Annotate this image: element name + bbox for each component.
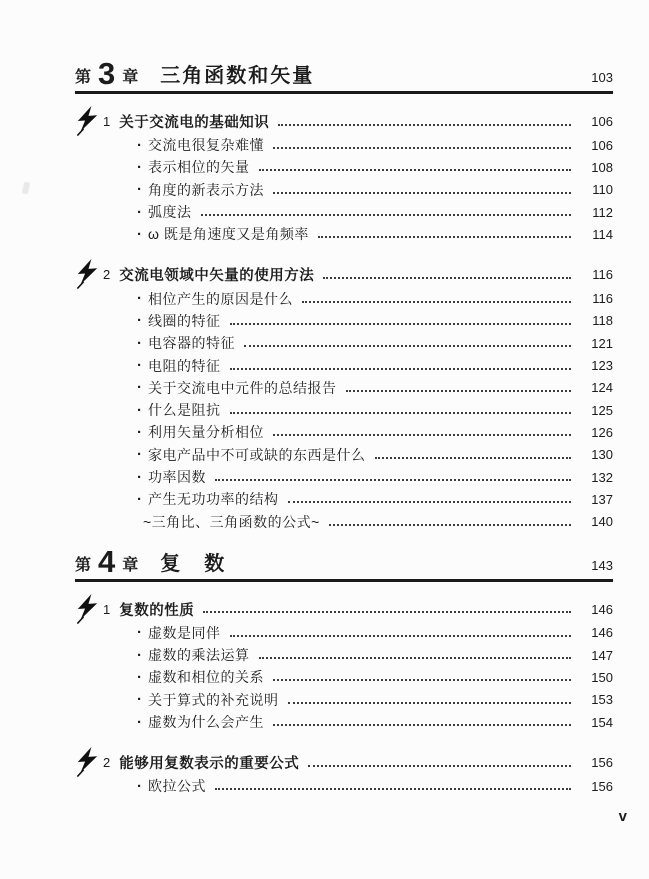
chapter-number: 3 bbox=[98, 56, 116, 91]
lightning-bolt-icon bbox=[76, 259, 100, 290]
item-label: 交流电很复杂难懂 bbox=[148, 137, 264, 154]
chapter-suffix: 章 bbox=[122, 556, 139, 574]
dotted-leader bbox=[273, 724, 571, 726]
item-label: 虚数的乘法运算 bbox=[148, 647, 250, 664]
dotted-leader bbox=[259, 657, 572, 659]
chapter-title: 复 数 bbox=[160, 552, 227, 575]
item-label: 欧拉公式 bbox=[148, 778, 206, 795]
item-bullet: · bbox=[137, 357, 142, 375]
page-number: 112 bbox=[592, 204, 613, 220]
dotted-leader bbox=[302, 301, 571, 303]
dotted-leader bbox=[230, 412, 572, 414]
item-bullet: · bbox=[137, 668, 142, 686]
item-label: 利用矢量分析相位 bbox=[148, 424, 264, 441]
item-bullet: · bbox=[137, 646, 142, 664]
section-number: 1 bbox=[103, 114, 111, 129]
page-number: 154 bbox=[591, 714, 613, 730]
page-number: 116 bbox=[592, 267, 613, 283]
page-number: 156 bbox=[591, 755, 613, 771]
page-number: 123 bbox=[591, 358, 613, 374]
dotted-leader bbox=[273, 679, 571, 681]
chapter-prefix: 第 bbox=[75, 556, 92, 574]
item-label: 关于算式的补充说明 bbox=[148, 691, 279, 708]
dotted-leader bbox=[230, 368, 572, 370]
dotted-leader bbox=[259, 169, 572, 171]
toc-item bbox=[103, 689, 613, 711]
item-label: 虚数为什么会产生 bbox=[148, 714, 264, 731]
section-title: 复数的性质 bbox=[119, 602, 195, 619]
chapter-prefix: 第 bbox=[75, 69, 92, 86]
toc-item bbox=[103, 444, 613, 466]
dotted-leader bbox=[288, 501, 572, 503]
dotted-leader bbox=[230, 635, 572, 637]
chapter-suffix: 章 bbox=[122, 69, 139, 86]
page-number: 126 bbox=[591, 424, 613, 440]
toc-item bbox=[103, 666, 613, 688]
page-number: 106 bbox=[591, 137, 613, 153]
item-label: ~三角比、三角函数的公式~ bbox=[143, 513, 320, 530]
item-bullet: · bbox=[137, 379, 142, 397]
toc-item bbox=[103, 510, 613, 532]
toc-item bbox=[103, 775, 613, 797]
section-number: 1 bbox=[103, 601, 111, 617]
dotted-leader bbox=[215, 788, 571, 790]
lightning-bolt-icon bbox=[76, 747, 100, 778]
page-number: 110 bbox=[592, 182, 613, 198]
item-bullet: · bbox=[137, 181, 142, 199]
item-bullet: · bbox=[137, 225, 142, 243]
chapter-4-sections bbox=[75, 597, 613, 798]
toc-item bbox=[103, 421, 613, 443]
page-number: 114 bbox=[592, 226, 613, 242]
page-number: 153 bbox=[591, 692, 613, 708]
dotted-leader bbox=[288, 702, 572, 704]
item-bullet: · bbox=[137, 401, 142, 419]
item-bullet: · bbox=[137, 158, 142, 176]
toc-item bbox=[103, 354, 613, 376]
section-title: 能够用复数表示的重要公式 bbox=[119, 756, 300, 773]
item-bullet: · bbox=[137, 203, 142, 221]
toc-item bbox=[103, 711, 613, 733]
toc-item bbox=[103, 332, 613, 354]
page-number: 137 bbox=[591, 491, 613, 507]
dotted-leader bbox=[329, 524, 571, 526]
dotted-leader bbox=[278, 124, 571, 126]
item-label: 相位产生的原因是什么 bbox=[148, 290, 293, 307]
item-bullet: · bbox=[137, 624, 142, 642]
item-label: 关于交流电中元件的总结报告 bbox=[148, 379, 337, 396]
item-label: 角度的新表示方法 bbox=[148, 181, 264, 198]
toc-item bbox=[103, 644, 613, 666]
item-bullet: · bbox=[137, 446, 142, 464]
item-bullet: · bbox=[137, 136, 142, 154]
page-number: 118 bbox=[592, 313, 613, 329]
chapter-page-number: 143 bbox=[591, 557, 613, 573]
folio-page-number: v bbox=[618, 808, 627, 825]
chapter-page-number: 103 bbox=[591, 70, 613, 85]
dotted-leader bbox=[318, 236, 571, 238]
page-number: 132 bbox=[591, 469, 613, 485]
item-label: 产生无功功率的结构 bbox=[148, 491, 279, 508]
toc-item bbox=[103, 179, 613, 201]
page-number: 140 bbox=[591, 514, 613, 530]
page-number: 124 bbox=[591, 380, 613, 396]
item-label: 功率因数 bbox=[148, 469, 206, 485]
page-number: 125 bbox=[591, 402, 613, 418]
toc-item bbox=[103, 156, 613, 178]
section-heading bbox=[103, 750, 613, 775]
dotted-leader bbox=[346, 390, 572, 392]
chapter-title: 三角函数和矢量 bbox=[160, 65, 315, 87]
item-label: 电容器的特征 bbox=[148, 335, 235, 352]
dotted-leader bbox=[308, 765, 571, 767]
item-label: 什么是阻抗 bbox=[148, 402, 221, 419]
page-number: 121 bbox=[591, 335, 613, 351]
page-number: 147 bbox=[591, 647, 613, 663]
item-bullet: · bbox=[137, 490, 142, 508]
dotted-leader bbox=[203, 611, 571, 613]
item-label: ω 既是角速度又是角频率 bbox=[148, 226, 309, 243]
chapter-4-header bbox=[75, 543, 613, 582]
section-heading bbox=[103, 109, 613, 134]
page-number: 106 bbox=[591, 114, 613, 129]
dotted-leader bbox=[273, 147, 571, 149]
dotted-leader bbox=[230, 323, 572, 325]
dotted-leader bbox=[323, 277, 571, 279]
dotted-leader bbox=[273, 192, 571, 194]
lightning-bolt-icon bbox=[76, 106, 100, 137]
toc-item bbox=[103, 466, 613, 488]
page-number: 130 bbox=[591, 447, 613, 463]
lightning-bolt-icon bbox=[76, 594, 100, 625]
page-number: 116 bbox=[592, 291, 613, 307]
section-title: 交流电领域中矢量的使用方法 bbox=[119, 268, 315, 285]
dotted-leader bbox=[215, 479, 571, 481]
item-label: 线圈的特征 bbox=[148, 312, 221, 329]
chapter-number: 4 bbox=[98, 543, 116, 579]
toc-item bbox=[103, 377, 613, 399]
item-label: 家电产品中不可或缺的东西是什么 bbox=[148, 446, 366, 463]
section-number: 2 bbox=[103, 755, 111, 771]
item-label: 弧度法 bbox=[148, 204, 192, 221]
item-bullet: · bbox=[137, 312, 142, 330]
section-heading bbox=[103, 262, 613, 287]
toc-item bbox=[103, 310, 613, 332]
section-heading bbox=[103, 597, 613, 622]
section-number: 2 bbox=[103, 267, 111, 283]
page-number: 146 bbox=[591, 601, 613, 617]
dotted-leader bbox=[375, 457, 572, 459]
item-bullet: · bbox=[137, 468, 142, 486]
item-label: 表示相位的矢量 bbox=[148, 159, 250, 176]
dotted-leader bbox=[244, 345, 571, 347]
toc-item bbox=[103, 134, 613, 156]
toc-content bbox=[75, 58, 613, 798]
dotted-leader bbox=[201, 214, 572, 216]
item-bullet: · bbox=[137, 691, 142, 709]
item-bullet: · bbox=[137, 713, 142, 731]
chapter-3-header bbox=[75, 58, 613, 94]
page-number: 108 bbox=[591, 159, 613, 175]
item-bullet: · bbox=[137, 777, 142, 795]
item-label: 电阻的特征 bbox=[148, 357, 221, 374]
toc-item bbox=[103, 287, 613, 309]
toc-item bbox=[103, 201, 613, 223]
page-number: 146 bbox=[591, 625, 613, 641]
item-bullet: · bbox=[137, 290, 142, 308]
toc-item bbox=[103, 399, 613, 421]
item-label: 虚数是同伴 bbox=[148, 624, 221, 641]
item-bullet: · bbox=[137, 423, 142, 441]
scan-smudge bbox=[22, 182, 30, 195]
toc-item bbox=[103, 622, 613, 644]
toc-item bbox=[103, 488, 613, 510]
item-label: 虚数和相位的关系 bbox=[148, 669, 264, 686]
dotted-leader bbox=[273, 434, 571, 436]
toc-item bbox=[103, 223, 613, 245]
section-title: 关于交流电的基础知识 bbox=[119, 115, 270, 131]
page-number: 156 bbox=[591, 778, 613, 794]
page-number: 150 bbox=[591, 669, 613, 685]
item-bullet: · bbox=[137, 334, 142, 352]
chapter-3-sections bbox=[75, 109, 613, 533]
